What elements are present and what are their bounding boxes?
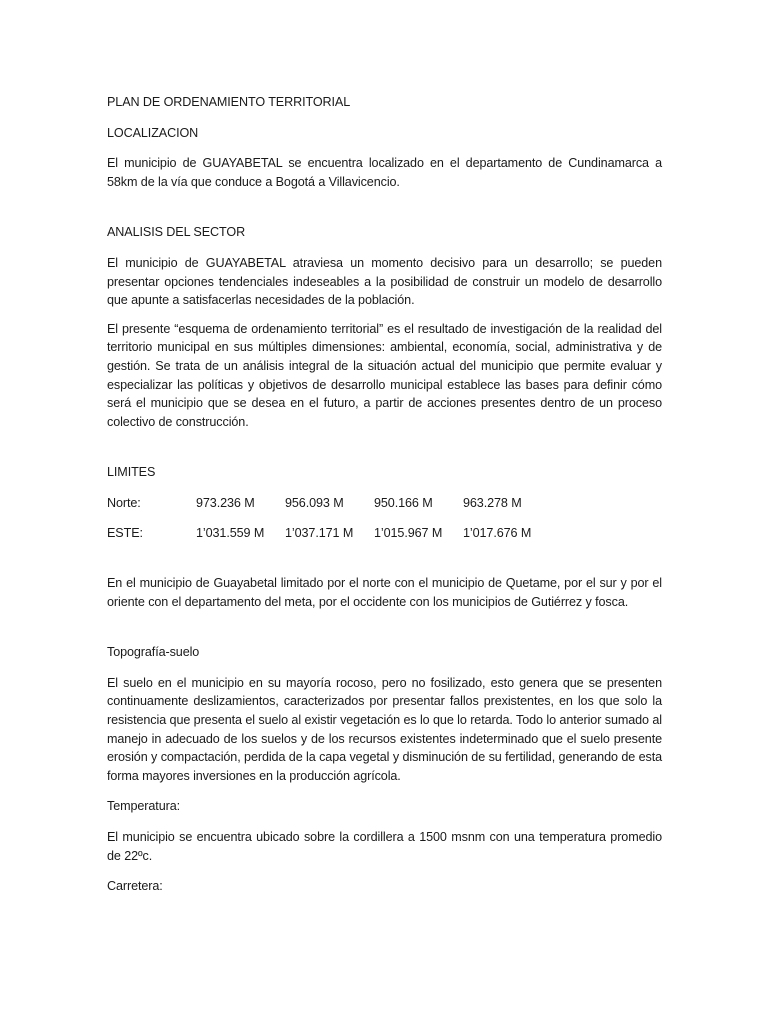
limits-value: 956.093 M [285, 495, 344, 510]
limits-value: 973.236 M [196, 495, 255, 510]
limits-table [107, 494, 662, 542]
limites-heading: LIMITES [107, 465, 156, 480]
topografia-heading: Topografía-suelo [107, 645, 200, 660]
limits-value: 1’015.967 M [374, 525, 443, 540]
topografia-paragraph: El suelo en el municipio en su mayoría rocoso, pero no fosilizado, esto genera que se presenten continuamente deslizamientos, caracterizados por presentar fallos prexistentes, en los que solo la resistencia que presenta el suelo al existir vegetación es lo que lo retarda. Todo lo anterior sumado al manejo in adecuado de los suelos y de los recursos existentes indeterminado que el suelo presente erosión y compactación, perdida de la capa vegetal y disminución de su fertilidad, generando de esta forma mayores inversiones en la producción agrícola. [107, 675, 662, 783]
limits-value: 963.278 M [463, 495, 522, 510]
temperatura-heading: Temperatura: [107, 799, 180, 814]
limits-value: 1’031.559 M [196, 525, 265, 540]
limits-value: 950.166 M [374, 495, 433, 510]
limits-row-este [107, 524, 662, 543]
document-title: PLAN DE ORDENAMIENTO TERRITORIAL [107, 95, 351, 109]
analisis-paragraph-2: El presente “esquema de ordenamiento territorial” es el resultado de investigación de la realidad del territorio municipal en sus múltiples dimensiones: ambiental, economía, social, administrativa y de gestión. Se trata de un análisis integral de la situación actual del municipio que permite evaluar y especializar las políticas y objetivos de desarrollo municipal establece las bases para definir cómo será el municipio que se desea en el futuro, a partir de acciones presentes dentro de un proceso colectivo de construcción. [107, 321, 662, 429]
limits-row-label: Norte: [107, 495, 141, 510]
limits-row-norte [107, 494, 662, 513]
carretera-heading: Carretera: [107, 879, 163, 894]
localizacion-paragraph: El municipio de GUAYABETAL se encuentra localizado en el departamento de Cundinamarca a 58km de la vía que conduce a Bogotá a Villavicencio. [107, 156, 662, 189]
temperatura-paragraph: El municipio se encuentra ubicado sobre la cordillera a 1500 msnm con una temperatura promedio de 22ºc. [107, 830, 662, 863]
limits-value: 1’037.171 M [285, 525, 354, 540]
limites-paragraph: En el municipio de Guayabetal limitado por el norte con el municipio de Quetame, por el sur y por el oriente con el departamento del meta, por el occidente con los municipios de Gutiérrez y fosca. [107, 576, 662, 609]
limits-value: 1’017.676 M [463, 525, 532, 540]
limits-row-label: ESTE: [107, 525, 143, 540]
analisis-paragraph-1: El municipio de GUAYABETAL atraviesa un momento decisivo para un desarrollo; se pueden presentar opciones tendenciales indeseables a la posibilidad de construir un modelo de desarrollo que apunte a satisfacerlas necesidades de la población. [107, 255, 662, 308]
localizacion-heading: LOCALIZACION [107, 125, 199, 140]
analisis-heading: ANALISIS DEL SECTOR [107, 225, 246, 240]
document-content [107, 93, 662, 896]
